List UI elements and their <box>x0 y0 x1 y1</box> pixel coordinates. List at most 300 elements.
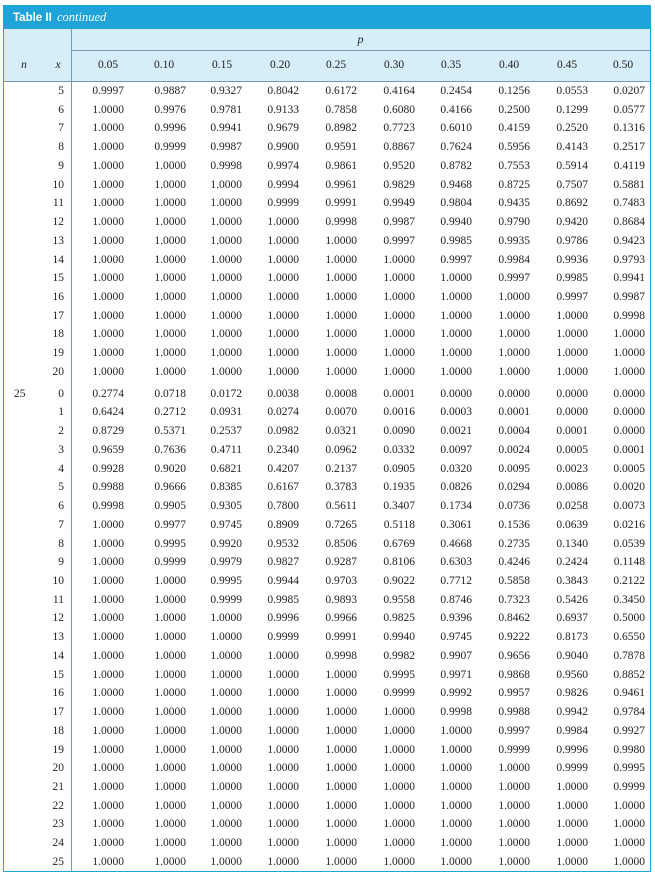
probability-cell: 0.6172 <box>325 85 357 97</box>
probability-cell: 1.0000 <box>210 366 242 378</box>
probability-cell: 0.1148 <box>613 556 645 568</box>
probability-cell: 1.0000 <box>325 781 357 793</box>
probability-cell: 0.0008 <box>325 388 357 400</box>
probability-cell: 0.0321 <box>325 425 357 437</box>
probability-cell: 0.8746 <box>440 594 472 606</box>
probability-cell: 0.4246 <box>498 556 530 568</box>
probability-cell: 0.9786 <box>556 235 588 247</box>
probability-cell: 1.0000 <box>210 272 242 284</box>
probability-cell: 1.0000 <box>154 291 186 303</box>
probability-cell: 0.1256 <box>498 85 530 97</box>
probability-cell: 1.0000 <box>92 254 124 266</box>
probability-cell: 0.0000 <box>556 388 588 400</box>
probability-cell: 0.9974 <box>267 160 299 172</box>
probability-cell: 0.9941 <box>210 122 242 134</box>
probability-cell: 1.0000 <box>154 366 186 378</box>
probability-cell: 0.7265 <box>325 519 357 531</box>
probability-cell: 0.0000 <box>498 388 530 400</box>
x-column-header: x <box>55 59 61 71</box>
probability-cell: 0.0005 <box>556 444 588 456</box>
n-value: 25 <box>14 388 26 400</box>
probability-cell: 1.0000 <box>325 272 357 284</box>
probability-cell: 1.0000 <box>210 856 242 868</box>
probability-cell: 0.9998 <box>325 650 357 662</box>
p-column-header: 0.20 <box>269 59 291 71</box>
x-value: 22 <box>52 800 64 812</box>
x-value: 1 <box>58 406 64 418</box>
probability-cell: 1.0000 <box>383 856 415 868</box>
probability-cell: 0.1536 <box>498 519 530 531</box>
probability-cell: 0.0005 <box>613 463 645 475</box>
probability-cell: 0.9999 <box>267 631 299 643</box>
probability-cell: 0.0070 <box>325 406 357 418</box>
probability-cell: 1.0000 <box>556 856 588 868</box>
probability-cell: 0.0718 <box>154 388 186 400</box>
probability-cell: 1.0000 <box>556 818 588 830</box>
probability-cell: 1.0000 <box>383 310 415 322</box>
probability-cell: 1.0000 <box>154 706 186 718</box>
probability-cell: 1.0000 <box>92 197 124 209</box>
probability-cell: 1.0000 <box>92 800 124 812</box>
x-value: 18 <box>52 328 64 340</box>
probability-cell: 1.0000 <box>325 235 357 247</box>
probability-cell: 1.0000 <box>154 781 186 793</box>
probability-cell: 0.9928 <box>92 463 124 475</box>
probability-cell: 1.0000 <box>267 762 299 774</box>
probability-cell: 0.4668 <box>440 538 472 550</box>
probability-cell: 0.9997 <box>440 254 472 266</box>
probability-cell: 0.2520 <box>556 122 588 134</box>
probability-cell: 1.0000 <box>210 179 242 191</box>
probability-cell: 1.0000 <box>498 328 530 340</box>
probability-cell: 1.0000 <box>92 519 124 531</box>
probability-cell: 0.9887 <box>154 85 186 97</box>
probability-cell: 0.0539 <box>613 538 645 550</box>
probability-cell: 0.9985 <box>440 235 472 247</box>
probability-cell: 1.0000 <box>154 837 186 849</box>
probability-cell: 1.0000 <box>154 328 186 340</box>
probability-cell: 0.9979 <box>210 556 242 568</box>
probability-cell: 0.8909 <box>267 519 299 531</box>
probability-cell: 0.4143 <box>556 141 588 153</box>
column-divider <box>71 29 72 871</box>
probability-cell: 1.0000 <box>498 310 530 322</box>
probability-cell: 0.2712 <box>154 406 186 418</box>
probability-cell: 0.9558 <box>383 594 415 606</box>
probability-cell: 1.0000 <box>92 366 124 378</box>
probability-cell: 1.0000 <box>210 687 242 699</box>
binomial-table <box>3 29 651 872</box>
probability-cell: 0.9961 <box>325 179 357 191</box>
probability-cell: 0.9435 <box>498 197 530 209</box>
probability-cell: 0.4166 <box>440 104 472 116</box>
probability-cell: 0.0001 <box>498 406 530 418</box>
probability-cell: 0.0016 <box>383 406 415 418</box>
probability-cell: 1.0000 <box>556 328 588 340</box>
probability-cell: 1.0000 <box>613 856 645 868</box>
probability-cell: 0.9957 <box>498 687 530 699</box>
probability-cell: 1.0000 <box>92 328 124 340</box>
probability-cell: 0.1299 <box>556 104 588 116</box>
probability-cell: 0.9988 <box>498 706 530 718</box>
probability-cell: 1.0000 <box>440 366 472 378</box>
probability-cell: 0.9976 <box>154 104 186 116</box>
probability-cell: 0.5371 <box>154 425 186 437</box>
probability-cell: 0.9997 <box>92 85 124 97</box>
x-value: 25 <box>52 856 64 868</box>
probability-cell: 0.9977 <box>154 519 186 531</box>
probability-cell: 0.9997 <box>498 725 530 737</box>
x-value: 20 <box>52 762 64 774</box>
probability-cell: 0.2454 <box>440 85 472 97</box>
probability-cell: 0.0024 <box>498 444 530 456</box>
probability-cell: 1.0000 <box>154 725 186 737</box>
probability-cell: 0.9991 <box>325 197 357 209</box>
probability-cell: 1.0000 <box>267 650 299 662</box>
probability-cell: 0.9984 <box>556 725 588 737</box>
probability-cell: 1.0000 <box>154 235 186 247</box>
probability-cell: 0.9998 <box>210 160 242 172</box>
probability-cell: 0.9997 <box>556 291 588 303</box>
x-value: 16 <box>52 291 64 303</box>
probability-cell: 0.9997 <box>383 235 415 247</box>
table-title-label: Table II <box>13 12 52 24</box>
probability-cell: 0.9996 <box>556 744 588 756</box>
probability-cell: 1.0000 <box>498 818 530 830</box>
probability-cell: 0.9396 <box>440 612 472 624</box>
probability-cell: 1.0000 <box>267 800 299 812</box>
probability-cell: 0.9745 <box>440 631 472 643</box>
probability-cell: 0.5611 <box>325 500 357 512</box>
probability-cell: 1.0000 <box>210 291 242 303</box>
probability-cell: 0.9804 <box>440 197 472 209</box>
probability-cell: 0.9999 <box>613 781 645 793</box>
x-value: 14 <box>52 254 64 266</box>
probability-cell: 1.0000 <box>325 310 357 322</box>
probability-cell: 1.0000 <box>267 687 299 699</box>
probability-cell: 1.0000 <box>92 141 124 153</box>
probability-cell: 0.5881 <box>613 179 645 191</box>
x-value: 16 <box>52 687 64 699</box>
probability-cell: 1.0000 <box>92 122 124 134</box>
probability-cell: 0.9999 <box>498 744 530 756</box>
x-value: 11 <box>52 197 64 209</box>
probability-cell: 1.0000 <box>267 216 299 228</box>
probability-cell: 0.0826 <box>440 481 472 493</box>
probability-cell: 0.9520 <box>383 160 415 172</box>
probability-cell: 0.7712 <box>440 575 472 587</box>
probability-cell: 1.0000 <box>210 310 242 322</box>
x-value: 18 <box>52 725 64 737</box>
probability-cell: 1.0000 <box>383 818 415 830</box>
probability-cell: 1.0000 <box>613 347 645 359</box>
probability-cell: 0.0905 <box>383 463 415 475</box>
x-value: 21 <box>52 781 64 793</box>
probability-cell: 1.0000 <box>210 650 242 662</box>
probability-cell: 0.9997 <box>498 272 530 284</box>
probability-cell: 1.0000 <box>154 254 186 266</box>
probability-cell: 0.9991 <box>325 631 357 643</box>
probability-cell: 0.9935 <box>498 235 530 247</box>
probability-cell: 0.9987 <box>383 216 415 228</box>
probability-cell: 0.9996 <box>154 122 186 134</box>
probability-cell: 1.0000 <box>210 347 242 359</box>
probability-cell: 1.0000 <box>210 818 242 830</box>
probability-cell: 1.0000 <box>325 706 357 718</box>
probability-cell: 1.0000 <box>267 235 299 247</box>
table-title-banner <box>3 5 651 29</box>
probability-cell: 0.7723 <box>383 122 415 134</box>
x-value: 4 <box>58 463 64 475</box>
probability-cell: 1.0000 <box>92 837 124 849</box>
probability-cell: 0.0931 <box>210 406 242 418</box>
probability-cell: 0.0095 <box>498 463 530 475</box>
probability-cell: 0.7636 <box>154 444 186 456</box>
probability-cell: 1.0000 <box>383 725 415 737</box>
probability-cell: 1.0000 <box>210 197 242 209</box>
probability-cell: 0.9287 <box>325 556 357 568</box>
x-value: 15 <box>52 669 64 681</box>
probability-cell: 1.0000 <box>210 725 242 737</box>
probability-cell: 1.0000 <box>440 837 472 849</box>
probability-cell: 0.9998 <box>92 500 124 512</box>
probability-cell: 1.0000 <box>154 762 186 774</box>
probability-cell: 1.0000 <box>154 575 186 587</box>
probability-cell: 0.0982 <box>267 425 299 437</box>
probability-cell: 0.9995 <box>210 575 242 587</box>
probability-cell: 0.9703 <box>325 575 357 587</box>
probability-cell: 0.9826 <box>556 687 588 699</box>
probability-cell: 1.0000 <box>92 216 124 228</box>
probability-cell: 1.0000 <box>498 291 530 303</box>
x-value: 5 <box>58 481 64 493</box>
probability-cell: 1.0000 <box>325 347 357 359</box>
probability-cell: 0.9998 <box>440 706 472 718</box>
probability-cell: 1.0000 <box>613 800 645 812</box>
probability-cell: 1.0000 <box>440 328 472 340</box>
probability-cell: 1.0000 <box>383 272 415 284</box>
probability-cell: 1.0000 <box>613 366 645 378</box>
probability-cell: 1.0000 <box>325 366 357 378</box>
probability-cell: 1.0000 <box>440 800 472 812</box>
probability-cell: 0.9999 <box>267 197 299 209</box>
probability-cell: 1.0000 <box>613 837 645 849</box>
probability-cell: 0.8692 <box>556 197 588 209</box>
probability-cell: 0.0004 <box>498 425 530 437</box>
probability-cell: 1.0000 <box>440 818 472 830</box>
probability-cell: 1.0000 <box>556 347 588 359</box>
probability-cell: 1.0000 <box>154 272 186 284</box>
probability-cell: 1.0000 <box>92 272 124 284</box>
probability-cell: 1.0000 <box>556 366 588 378</box>
x-value: 19 <box>52 347 64 359</box>
probability-cell: 1.0000 <box>154 744 186 756</box>
probability-cell: 0.6080 <box>383 104 415 116</box>
probability-cell: 1.0000 <box>267 291 299 303</box>
probability-cell: 1.0000 <box>210 800 242 812</box>
probability-cell: 1.0000 <box>556 800 588 812</box>
x-value: 9 <box>58 556 64 568</box>
probability-cell: 1.0000 <box>92 556 124 568</box>
x-value: 24 <box>52 837 64 849</box>
probability-cell: 1.0000 <box>383 328 415 340</box>
probability-cell: 0.1316 <box>613 122 645 134</box>
x-value: 0 <box>58 388 64 400</box>
probability-cell: 1.0000 <box>498 837 530 849</box>
probability-cell: 1.0000 <box>556 310 588 322</box>
probability-cell: 1.0000 <box>267 837 299 849</box>
probability-cell: 1.0000 <box>210 631 242 643</box>
probability-cell: 1.0000 <box>92 781 124 793</box>
x-value: 6 <box>58 104 64 116</box>
probability-cell: 1.0000 <box>92 179 124 191</box>
probability-cell: 1.0000 <box>154 650 186 662</box>
probability-cell: 0.9781 <box>210 104 242 116</box>
probability-cell: 1.0000 <box>210 669 242 681</box>
probability-cell: 0.6821 <box>210 463 242 475</box>
probability-cell: 0.9659 <box>92 444 124 456</box>
x-value: 5 <box>58 85 64 97</box>
probability-cell: 1.0000 <box>154 612 186 624</box>
probability-cell: 1.0000 <box>210 216 242 228</box>
probability-cell: 1.0000 <box>325 744 357 756</box>
probability-cell: 0.0172 <box>210 388 242 400</box>
p-column-header: 0.30 <box>383 59 405 71</box>
probability-cell: 0.9133 <box>267 104 299 116</box>
probability-cell: 0.0736 <box>498 500 530 512</box>
probability-cell: 0.9793 <box>613 254 645 266</box>
probability-cell: 0.3783 <box>325 481 357 493</box>
probability-cell: 0.0023 <box>556 463 588 475</box>
probability-cell: 1.0000 <box>440 310 472 322</box>
probability-cell: 0.0216 <box>613 519 645 531</box>
probability-cell: 0.9987 <box>210 141 242 153</box>
probability-cell: 1.0000 <box>325 837 357 849</box>
probability-cell: 1.0000 <box>92 818 124 830</box>
probability-cell: 0.9327 <box>210 85 242 97</box>
probability-cell: 0.3843 <box>556 575 588 587</box>
probability-cell: 1.0000 <box>92 160 124 172</box>
probability-cell: 0.9745 <box>210 519 242 531</box>
probability-cell: 1.0000 <box>498 856 530 868</box>
probability-cell: 0.4164 <box>383 85 415 97</box>
probability-cell: 0.9940 <box>383 631 415 643</box>
probability-cell: 0.5914 <box>556 160 588 172</box>
probability-cell: 1.0000 <box>92 650 124 662</box>
probability-cell: 0.9999 <box>154 141 186 153</box>
probability-cell: 1.0000 <box>210 762 242 774</box>
probability-cell: 0.9992 <box>440 687 472 699</box>
probability-cell: 0.0000 <box>613 425 645 437</box>
probability-cell: 0.7858 <box>325 104 357 116</box>
probability-cell: 0.9995 <box>383 669 415 681</box>
p-column-header: 0.05 <box>97 59 119 71</box>
probability-cell: 1.0000 <box>267 272 299 284</box>
probability-cell: 1.0000 <box>498 800 530 812</box>
x-value: 13 <box>52 235 64 247</box>
x-value: 7 <box>58 122 64 134</box>
probability-cell: 0.9998 <box>325 216 357 228</box>
probability-cell: 0.5118 <box>383 519 415 531</box>
probability-cell: 0.6424 <box>92 406 124 418</box>
probability-cell: 0.9560 <box>556 669 588 681</box>
probability-cell: 0.9784 <box>613 706 645 718</box>
probability-cell: 0.2774 <box>92 388 124 400</box>
probability-cell: 1.0000 <box>210 328 242 340</box>
probability-cell: 0.1340 <box>556 538 588 550</box>
probability-cell: 0.9461 <box>613 687 645 699</box>
probability-cell: 1.0000 <box>154 687 186 699</box>
x-value: 15 <box>52 272 64 284</box>
probability-cell: 0.0038 <box>267 388 299 400</box>
probability-cell: 1.0000 <box>440 781 472 793</box>
probability-cell: 1.0000 <box>154 197 186 209</box>
probability-cell: 0.0320 <box>440 463 472 475</box>
probability-cell: 1.0000 <box>154 347 186 359</box>
probability-cell: 1.0000 <box>613 818 645 830</box>
p-column-header: 0.15 <box>211 59 233 71</box>
probability-cell: 1.0000 <box>498 781 530 793</box>
probability-cell: 0.8106 <box>383 556 415 568</box>
probability-cell: 0.8173 <box>556 631 588 643</box>
probability-cell: 0.2517 <box>613 141 645 153</box>
probability-cell: 0.2424 <box>556 556 588 568</box>
probability-cell: 0.2137 <box>325 463 357 475</box>
probability-cell: 1.0000 <box>440 744 472 756</box>
probability-cell: 0.8684 <box>613 216 645 228</box>
probability-cell: 0.9893 <box>325 594 357 606</box>
probability-cell: 0.0577 <box>613 104 645 116</box>
x-value: 8 <box>58 141 64 153</box>
p-column-header: 0.35 <box>440 59 462 71</box>
probability-cell: 0.1935 <box>383 481 415 493</box>
x-value: 13 <box>52 631 64 643</box>
probability-cell: 0.9532 <box>267 538 299 550</box>
probability-cell: 1.0000 <box>92 612 124 624</box>
probability-cell: 1.0000 <box>556 837 588 849</box>
probability-cell: 0.3450 <box>613 594 645 606</box>
x-value: 14 <box>52 650 64 662</box>
probability-cell: 0.7800 <box>267 500 299 512</box>
probability-cell: 1.0000 <box>383 837 415 849</box>
probability-cell: 0.8867 <box>383 141 415 153</box>
x-value: 7 <box>58 519 64 531</box>
probability-cell: 0.4207 <box>267 463 299 475</box>
probability-cell: 0.9829 <box>383 179 415 191</box>
probability-cell: 0.9985 <box>556 272 588 284</box>
probability-cell: 0.0207 <box>613 85 645 97</box>
probability-cell: 1.0000 <box>440 291 472 303</box>
probability-cell: 1.0000 <box>267 781 299 793</box>
probability-cell: 0.9900 <box>267 141 299 153</box>
probability-cell: 0.8725 <box>498 179 530 191</box>
probability-cell: 1.0000 <box>92 594 124 606</box>
probability-cell: 0.9999 <box>210 594 242 606</box>
probability-cell: 0.9942 <box>556 706 588 718</box>
probability-cell: 1.0000 <box>440 347 472 359</box>
probability-cell: 1.0000 <box>210 744 242 756</box>
probability-cell: 0.0020 <box>613 481 645 493</box>
probability-cell: 0.9790 <box>498 216 530 228</box>
probability-cell: 1.0000 <box>154 179 186 191</box>
probability-cell: 0.9420 <box>556 216 588 228</box>
probability-cell: 0.9679 <box>267 122 299 134</box>
probability-cell: 0.9020 <box>154 463 186 475</box>
probability-cell: 1.0000 <box>325 762 357 774</box>
p-header-label: p <box>357 32 364 46</box>
probability-cell: 0.4159 <box>498 122 530 134</box>
probability-cell: 0.9985 <box>267 594 299 606</box>
